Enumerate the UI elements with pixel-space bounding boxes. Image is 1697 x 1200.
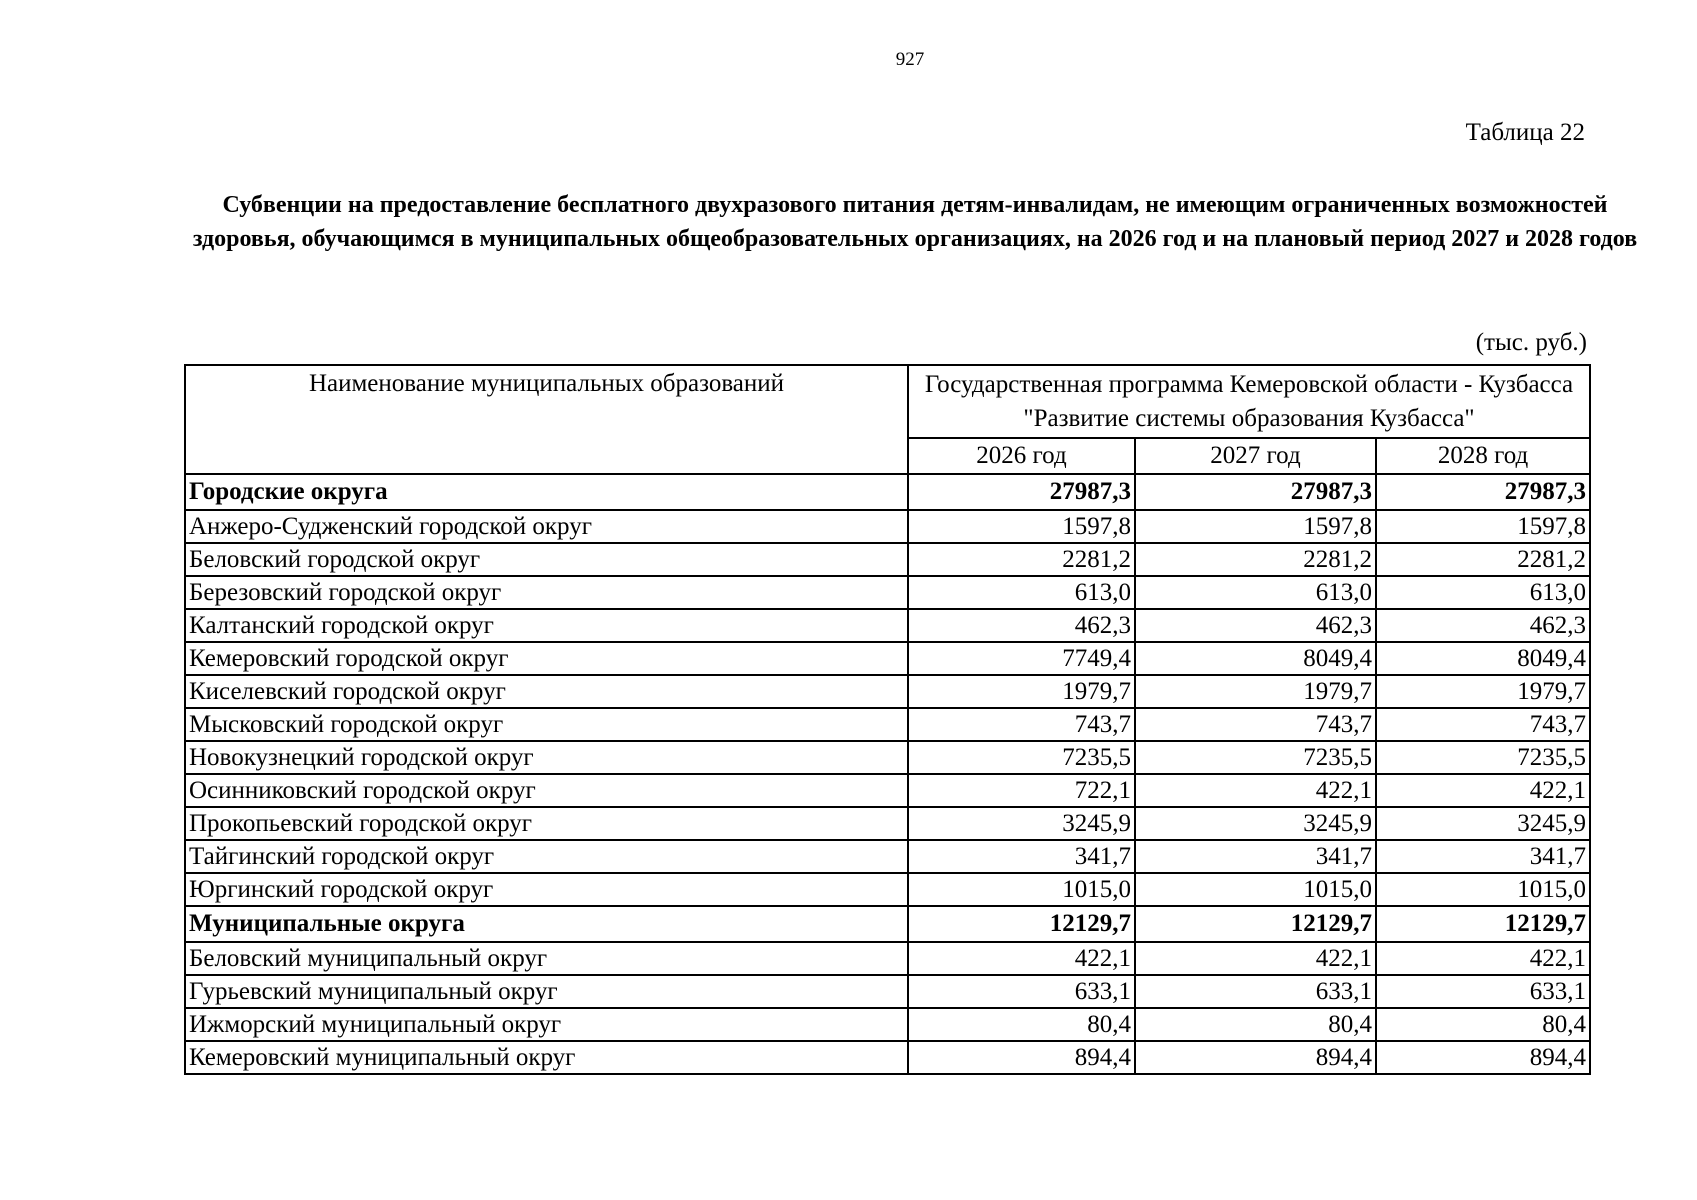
table-row bbox=[185, 975, 1590, 1008]
value-cell-2026: 2281,2 bbox=[908, 543, 1135, 576]
header-program: Государственная программа Кемеровской области - Кузбасса "Развитие системы образования Кузбасса" bbox=[908, 365, 1590, 438]
value-cell-2028: 1979,7 bbox=[1376, 675, 1590, 708]
document-title: Субвенции на предоставление бесплатного двухразового питания детям-инвалидам, не имеющим ограниченных возможностей здоровья, обучающимся в муниципальных общеобразовательных организациях, на 2026 год и на плановый период 2027 и 2028 годов bbox=[192, 192, 1638, 252]
value-cell-2026: 3245,9 bbox=[908, 807, 1135, 840]
value-cell-2026: 12129,7 bbox=[908, 906, 1135, 942]
table-row bbox=[185, 873, 1590, 906]
value-cell-2027: 12129,7 bbox=[1135, 906, 1376, 942]
value-cell-2028: 633,1 bbox=[1376, 975, 1590, 1008]
value-cell-2028: 27987,3 bbox=[1376, 474, 1590, 510]
municipality-name-cell: Юргинский городской округ bbox=[185, 873, 908, 906]
municipality-name-cell: Прокопьевский городской округ bbox=[185, 807, 908, 840]
table-row bbox=[185, 1008, 1590, 1041]
table-row bbox=[185, 942, 1590, 975]
value-cell-2027: 422,1 bbox=[1135, 942, 1376, 975]
header-municipality-name: Наименование муниципальных образований bbox=[185, 365, 908, 474]
value-cell-2026: 743,7 bbox=[908, 708, 1135, 741]
value-cell-2027: 1015,0 bbox=[1135, 873, 1376, 906]
value-cell-2026: 613,0 bbox=[908, 576, 1135, 609]
municipality-name-cell: Беловский городской округ bbox=[185, 543, 908, 576]
value-cell-2027: 7235,5 bbox=[1135, 741, 1376, 774]
value-cell-2026: 1597,8 bbox=[908, 510, 1135, 543]
value-cell-2027: 1979,7 bbox=[1135, 675, 1376, 708]
table-header bbox=[185, 365, 1590, 474]
value-cell-2027: 80,4 bbox=[1135, 1008, 1376, 1041]
value-cell-2028: 613,0 bbox=[1376, 576, 1590, 609]
table-group-row bbox=[185, 474, 1590, 510]
municipality-name-cell: Калтанский городской округ bbox=[185, 609, 908, 642]
table-label: Таблица 22 bbox=[1465, 119, 1585, 146]
municipality-name-cell: Кемеровский муниципальный округ bbox=[185, 1041, 908, 1074]
value-cell-2028: 894,4 bbox=[1376, 1041, 1590, 1074]
value-cell-2026: 1015,0 bbox=[908, 873, 1135, 906]
municipality-name-cell: Мысковский городской округ bbox=[185, 708, 908, 741]
table-row bbox=[185, 840, 1590, 873]
subvention-table bbox=[184, 364, 1591, 1075]
value-cell-2026: 422,1 bbox=[908, 942, 1135, 975]
municipality-name-cell: Тайгинский городской округ bbox=[185, 840, 908, 873]
table-row bbox=[185, 675, 1590, 708]
value-cell-2026: 633,1 bbox=[908, 975, 1135, 1008]
value-cell-2028: 8049,4 bbox=[1376, 642, 1590, 675]
municipality-name-cell: Ижморский муниципальный округ bbox=[185, 1008, 908, 1041]
value-cell-2028: 7235,5 bbox=[1376, 741, 1590, 774]
header-year-2028: 2028 год bbox=[1376, 438, 1590, 474]
municipality-name-cell: Березовский городской округ bbox=[185, 576, 908, 609]
value-cell-2028: 422,1 bbox=[1376, 942, 1590, 975]
municipality-name-cell: Осинниковский городской округ bbox=[185, 774, 908, 807]
municipality-name-cell: Гурьевский муниципальный округ bbox=[185, 975, 908, 1008]
municipality-name-cell: Беловский муниципальный округ bbox=[185, 942, 908, 975]
value-cell-2027: 894,4 bbox=[1135, 1041, 1376, 1074]
table-row bbox=[185, 708, 1590, 741]
value-cell-2028: 341,7 bbox=[1376, 840, 1590, 873]
value-cell-2027: 462,3 bbox=[1135, 609, 1376, 642]
value-cell-2027: 1597,8 bbox=[1135, 510, 1376, 543]
value-cell-2026: 722,1 bbox=[908, 774, 1135, 807]
value-cell-2028: 1597,8 bbox=[1376, 510, 1590, 543]
value-cell-2027: 27987,3 bbox=[1135, 474, 1376, 510]
value-cell-2026: 462,3 bbox=[908, 609, 1135, 642]
table-row bbox=[185, 1041, 1590, 1074]
table-body bbox=[185, 474, 1590, 1074]
table-row bbox=[185, 576, 1590, 609]
value-cell-2026: 7235,5 bbox=[908, 741, 1135, 774]
municipality-name-cell: Анжеро-Судженский городской округ bbox=[185, 510, 908, 543]
municipality-name-cell: Кемеровский городской округ bbox=[185, 642, 908, 675]
table-row bbox=[185, 807, 1590, 840]
municipality-name-cell: Новокузнецкий городской округ bbox=[185, 741, 908, 774]
table-row bbox=[185, 510, 1590, 543]
value-cell-2026: 80,4 bbox=[908, 1008, 1135, 1041]
value-cell-2027: 613,0 bbox=[1135, 576, 1376, 609]
table-row bbox=[185, 543, 1590, 576]
municipality-name-cell: Городские округа bbox=[185, 474, 908, 510]
value-cell-2027: 422,1 bbox=[1135, 774, 1376, 807]
table-row bbox=[185, 642, 1590, 675]
header-year-2026: 2026 год bbox=[908, 438, 1135, 474]
value-cell-2027: 743,7 bbox=[1135, 708, 1376, 741]
page-number: 927 bbox=[895, 49, 925, 70]
value-cell-2028: 1015,0 bbox=[1376, 873, 1590, 906]
value-cell-2028: 80,4 bbox=[1376, 1008, 1590, 1041]
header-year-2027: 2027 год bbox=[1135, 438, 1376, 474]
value-cell-2026: 7749,4 bbox=[908, 642, 1135, 675]
table-row bbox=[185, 774, 1590, 807]
table-group-row bbox=[185, 906, 1590, 942]
municipality-name-cell: Киселевский городской округ bbox=[185, 675, 908, 708]
value-cell-2026: 894,4 bbox=[908, 1041, 1135, 1074]
municipality-name-cell: Муниципальные округа bbox=[185, 906, 908, 942]
table-row bbox=[185, 609, 1590, 642]
value-cell-2028: 2281,2 bbox=[1376, 543, 1590, 576]
value-cell-2028: 3245,9 bbox=[1376, 807, 1590, 840]
value-cell-2027: 3245,9 bbox=[1135, 807, 1376, 840]
value-cell-2027: 8049,4 bbox=[1135, 642, 1376, 675]
value-cell-2028: 422,1 bbox=[1376, 774, 1590, 807]
value-cell-2027: 341,7 bbox=[1135, 840, 1376, 873]
value-cell-2026: 27987,3 bbox=[908, 474, 1135, 510]
table-row bbox=[185, 741, 1590, 774]
value-cell-2028: 743,7 bbox=[1376, 708, 1590, 741]
value-cell-2028: 12129,7 bbox=[1376, 906, 1590, 942]
value-cell-2028: 462,3 bbox=[1376, 609, 1590, 642]
value-cell-2026: 341,7 bbox=[908, 840, 1135, 873]
units-label: (тыс. руб.) bbox=[1475, 329, 1587, 356]
value-cell-2027: 633,1 bbox=[1135, 975, 1376, 1008]
value-cell-2027: 2281,2 bbox=[1135, 543, 1376, 576]
value-cell-2026: 1979,7 bbox=[908, 675, 1135, 708]
